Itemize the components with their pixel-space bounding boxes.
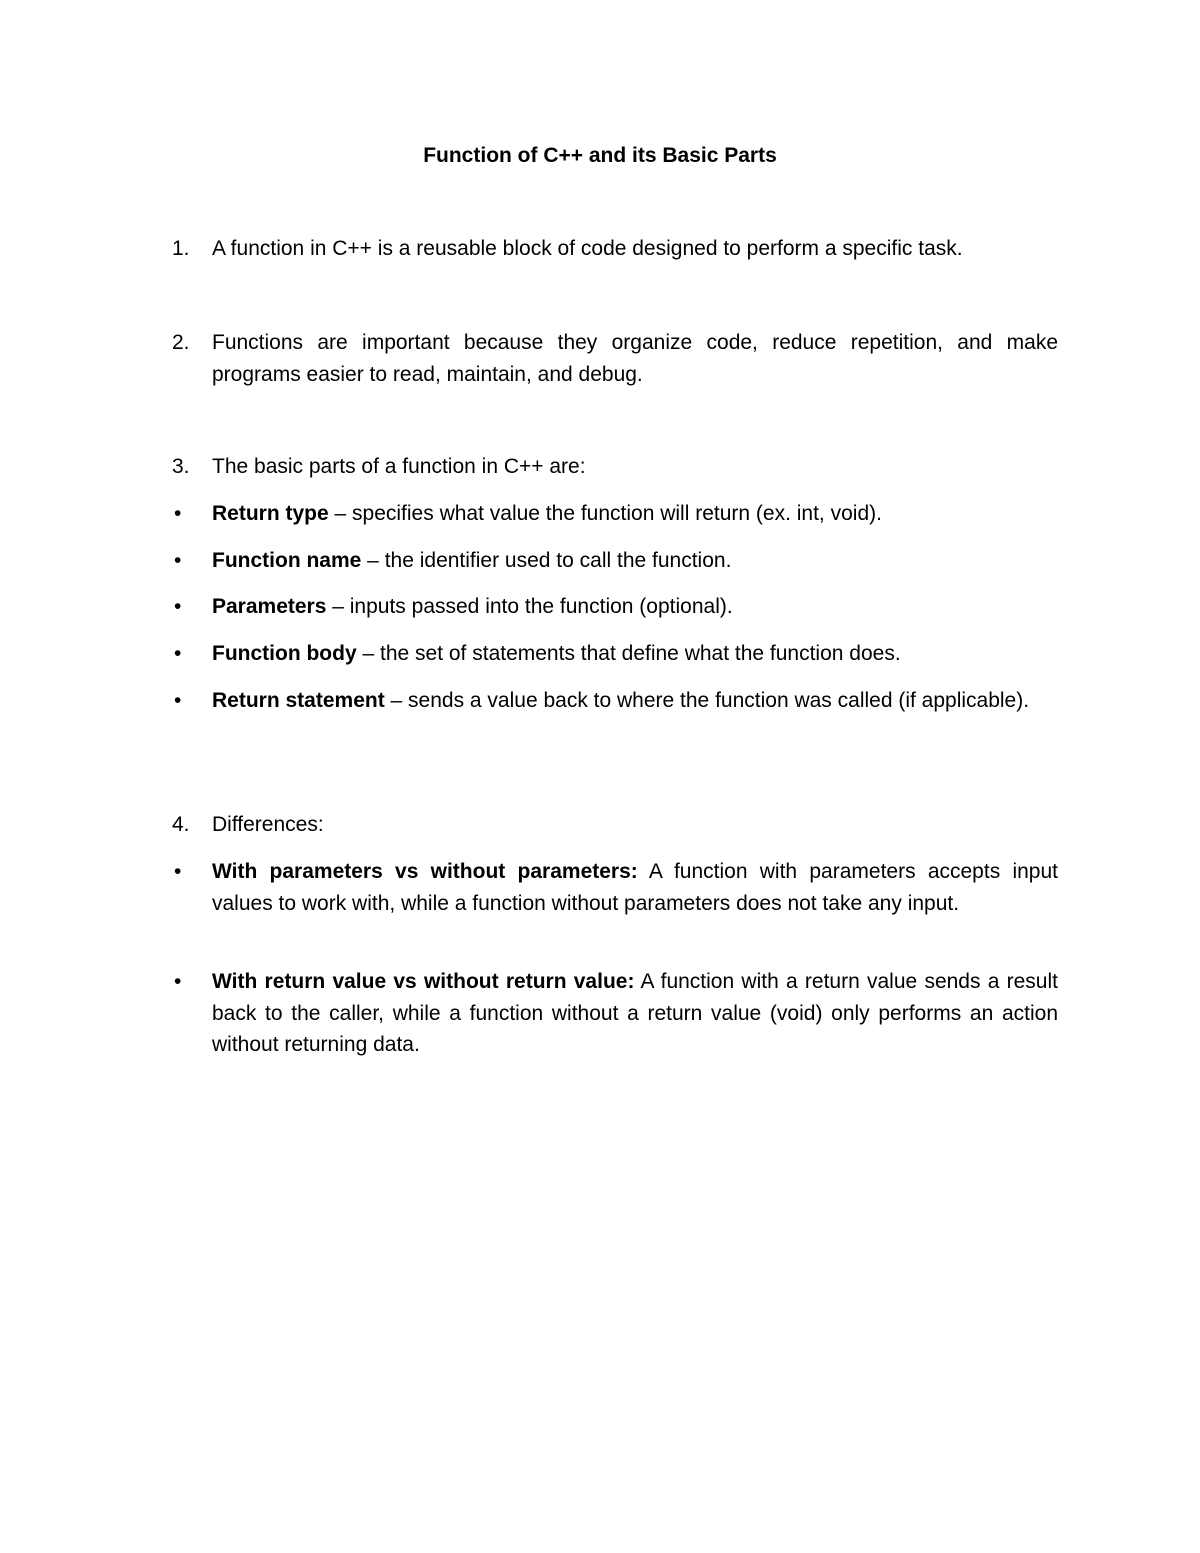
item-number: 2. bbox=[172, 331, 190, 354]
bullet-icon: • bbox=[174, 595, 182, 618]
bullet-item-return-type bbox=[172, 498, 1058, 530]
bullet-term: Function body bbox=[212, 642, 357, 665]
bullet-term: With return value vs without return value: bbox=[212, 970, 635, 993]
bullet-term: Function name bbox=[212, 549, 362, 572]
bullet-term: Return statement bbox=[212, 689, 385, 712]
bullet-desc: A function with a return value sends a result back to the caller, while a function without a return value (void) only performs an action without returning data. bbox=[212, 970, 1058, 1056]
list-item-4 bbox=[172, 809, 1058, 841]
bullet-icon: • bbox=[174, 689, 182, 712]
bullet-item-parameters bbox=[172, 591, 1058, 623]
item-number: 4. bbox=[172, 813, 190, 836]
bullet-icon: • bbox=[174, 860, 182, 883]
bullet-item-function-name bbox=[172, 545, 1058, 577]
list-item-2 bbox=[172, 327, 1058, 390]
bullet-term: Parameters bbox=[212, 595, 327, 618]
page-title: Function of C++ and its Basic Parts bbox=[423, 144, 777, 167]
bullet-item-function-body bbox=[172, 638, 1058, 670]
item-text: Differences: bbox=[212, 813, 324, 836]
item-text: A function in C++ is a reusable block of code designed to perform a specific task. bbox=[212, 237, 963, 260]
item-number: 3. bbox=[172, 455, 190, 478]
bullet-term: With parameters vs without parameters: bbox=[212, 860, 638, 883]
bullet-item-return-value-difference bbox=[172, 966, 1058, 1061]
list-item-3 bbox=[172, 451, 1058, 483]
list-item-1 bbox=[172, 233, 1058, 265]
bullet-icon: • bbox=[174, 502, 182, 525]
bullet-desc: – the identifier used to call the function. bbox=[361, 549, 732, 572]
bullet-desc: – sends a value back to where the function was called (if applicable). bbox=[384, 689, 1030, 712]
bullet-desc: – inputs passed into the function (optional). bbox=[326, 595, 733, 618]
bullet-desc: – the set of statements that define what the function does. bbox=[356, 642, 901, 665]
item-text: Functions are important because they organize code, reduce repetition, and make programs easier to read, maintain, and debug. bbox=[212, 331, 1058, 386]
bullet-icon: • bbox=[174, 549, 182, 572]
bullet-icon: • bbox=[174, 642, 182, 665]
bullet-term: Return type bbox=[212, 502, 329, 525]
bullet-icon: • bbox=[174, 970, 182, 993]
item-number: 1. bbox=[172, 237, 190, 260]
bullet-item-return-statement bbox=[172, 685, 1058, 717]
bullet-item-parameters-difference bbox=[172, 856, 1058, 919]
bullet-desc: A function with parameters accepts input values to work with, while a function without parameters does not take any input. bbox=[212, 860, 1058, 915]
item-text: The basic parts of a function in C++ are: bbox=[212, 455, 586, 478]
bullet-desc: – specifies what value the function will return (ex. int, void). bbox=[328, 502, 882, 525]
